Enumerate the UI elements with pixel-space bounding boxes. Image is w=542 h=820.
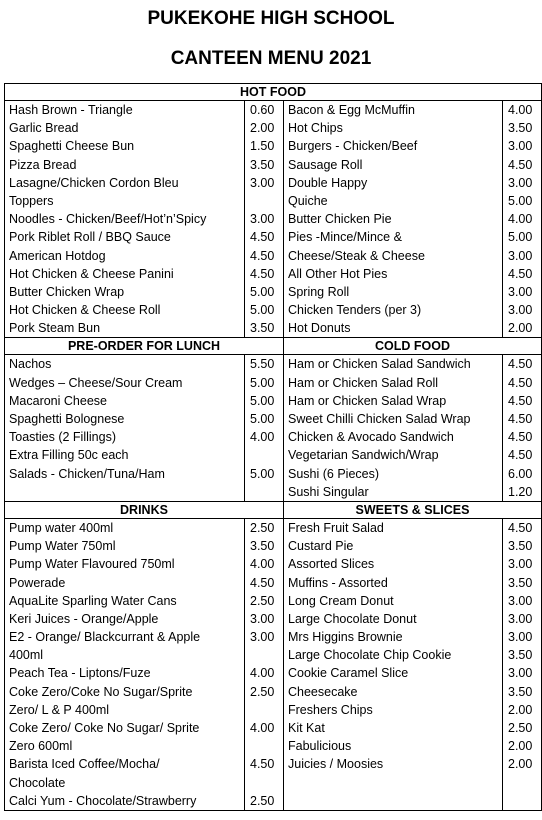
menu-item-row: [284, 283, 541, 301]
menu-item-name: Barista Iced Coffee/Mocha/: [9, 757, 160, 772]
menu-item-name: E2 - Orange/ Blackcurrant & Apple: [9, 630, 201, 645]
menu-item-price: 3.00: [502, 628, 541, 646]
menu-item-row: [5, 537, 283, 555]
menu-item-name: Ham or Chicken Salad Roll: [288, 375, 439, 390]
menu-item-row: [284, 101, 541, 119]
menu-item-row: [5, 592, 283, 610]
menu-item-row: [284, 319, 541, 337]
menu-item-name: Sushi Singular: [288, 484, 369, 499]
menu-item-price: 4.50: [502, 355, 541, 373]
menu-item-row: [5, 574, 283, 592]
menu-item-name: Spaghetti Bolognese: [9, 412, 125, 426]
menu-item-price: 3.00: [502, 610, 541, 628]
menu-item-row: [5, 719, 283, 737]
menu-item-row: [284, 610, 541, 628]
menu-item-row: [5, 428, 283, 446]
menu-item-name: Pork Steam Bun: [9, 321, 101, 336]
menu-item-price: 4.00: [244, 555, 283, 573]
menu-item-row: [5, 247, 283, 265]
menu-item-name: Noodles - Chicken/Beef/Hot’n’Spicy: [9, 212, 207, 227]
menu-item-price: 2.00: [502, 737, 541, 755]
menu-item-price: 5.00: [502, 228, 541, 246]
menu-item-name: Powerade: [9, 575, 66, 590]
menu-item-row: [284, 574, 541, 592]
menu-item-price: 3.50: [502, 537, 541, 555]
menu-item-row: [5, 683, 283, 701]
hot-food-left-list: [5, 101, 283, 337]
menu-item-row: [5, 483, 283, 501]
menu-item-price: 4.50: [502, 265, 541, 283]
menu-item-price: 3.00: [244, 210, 283, 228]
menu-item-row: [5, 410, 283, 428]
cold-food-list: [284, 355, 541, 501]
menu-item-name: Fresh Fruit Salad: [288, 520, 384, 535]
menu-item-price: 2.00: [244, 119, 283, 137]
menu-item-name: Zero 600ml: [9, 739, 73, 754]
menu-item-row: [284, 774, 541, 792]
menu-item-row: [5, 792, 283, 810]
menu-item-price: 4.50: [244, 265, 283, 283]
menu-item-name: Coke Zero/ Coke No Sugar/ Sprite: [9, 721, 200, 735]
menu-item-price: 5.00: [244, 410, 283, 428]
menu-item-name: Burgers - Chicken/Beef: [288, 139, 418, 154]
menu-item-price: 2.00: [502, 701, 541, 719]
menu-item-name: Custard Pie: [288, 539, 354, 554]
menu-item-name: Garlic Bread: [9, 121, 79, 136]
menu-item-name: Pump Water Flavoured 750ml: [9, 557, 175, 572]
menu-item-name: Vegetarian Sandwich/Wrap: [288, 448, 439, 463]
menu-item-name: Cheese/Steak & Cheese: [288, 248, 425, 263]
menu-item-row: [284, 192, 541, 210]
menu-item-name: Quiche: [288, 193, 328, 208]
menu-item-price: 4.00: [244, 719, 283, 737]
menu-item-row: [284, 592, 541, 610]
menu-item-name: Hash Brown - Triangle: [9, 103, 133, 117]
menu-item-name: [284, 792, 502, 810]
menu-item-name: Toppers: [9, 193, 54, 208]
menu-item-name: Pump Water 750ml: [9, 539, 116, 554]
menu-item-price: 5.00: [244, 392, 283, 410]
menu-item-price: [244, 774, 283, 792]
menu-item-row: [5, 137, 283, 155]
menu-item-price: 3.50: [244, 156, 283, 174]
menu-item-name: Calci Yum - Chocolate/Strawberry: [9, 793, 197, 808]
menu-item-price: 3.00: [502, 664, 541, 682]
menu-item-row: [5, 101, 283, 119]
menu-item-row: [5, 192, 283, 210]
menu-item-price: 5.00: [244, 465, 283, 483]
menu-table: [4, 83, 542, 811]
menu-item-row: [284, 119, 541, 137]
menu-item-price: 4.50: [244, 247, 283, 265]
menu-item-price: 3.50: [244, 537, 283, 555]
menu-item-price: 4.50: [502, 156, 541, 174]
menu-item-price: 2.00: [502, 755, 541, 773]
menu-item-row: [284, 137, 541, 155]
menu-item-row: [284, 374, 541, 392]
menu-item-price: 4.50: [244, 228, 283, 246]
menu-item-row: [5, 210, 283, 228]
pre-order-heading: PRE-ORDER FOR LUNCH: [5, 338, 284, 355]
pre-order-list: [5, 355, 283, 501]
menu-item-price: 3.00: [244, 174, 283, 192]
menu-item-name: Coke Zero/Coke No Sugar/Sprite: [9, 684, 193, 699]
menu-item-row: [284, 755, 541, 773]
menu-item-name: Bacon & Egg McMuffin: [288, 103, 415, 117]
menu-item-price: 4.00: [502, 101, 541, 119]
menu-item-name: Sweet Chilli Chicken Salad Wrap: [288, 412, 471, 426]
menu-item-name: Chocolate: [9, 775, 66, 790]
menu-item-name: Spring Roll: [288, 284, 350, 299]
menu-item-row: [284, 519, 541, 537]
menu-item-price: 5.00: [244, 374, 283, 392]
menu-item-price: [244, 483, 283, 501]
menu-item-price: 3.00: [502, 555, 541, 573]
menu-item-name: AquaLite Sparling Water Cans: [9, 593, 177, 608]
menu-item-price: 3.00: [244, 610, 283, 628]
menu-item-row: [284, 210, 541, 228]
menu-item-price: 3.00: [502, 174, 541, 192]
menu-item-name: Sushi (6 Pieces): [288, 466, 380, 481]
menu-item-row: [5, 555, 283, 573]
menu-item-price: [244, 446, 283, 464]
menu-item-price: [502, 792, 541, 810]
menu-item-price: 2.50: [244, 683, 283, 701]
menu-item-row: [284, 410, 541, 428]
menu-item-row: [5, 664, 283, 682]
menu-item-name: Hot Donuts: [288, 321, 351, 336]
menu-item-name: Toasties (2 Fillings): [9, 430, 116, 445]
menu-item-row: [5, 737, 283, 755]
menu-item-name: Extra Filling 50c each: [9, 448, 129, 463]
menu-item-row: [5, 628, 283, 646]
menu-item-name: Salads - Chicken/Tuna/Ham: [9, 466, 165, 481]
menu-item-row: [5, 174, 283, 192]
menu-item-price: [244, 737, 283, 755]
menu-item-row: [284, 228, 541, 246]
cold-food-heading: COLD FOOD: [284, 338, 542, 355]
menu-item-name: [284, 774, 502, 792]
menu-item-name: 400ml: [9, 648, 44, 663]
menu-item-name: Long Cream Donut: [288, 593, 394, 608]
menu-item-row: [284, 555, 541, 573]
menu-item-price: [244, 192, 283, 210]
menu-item-name: Hot Chicken & Cheese Roll: [9, 303, 161, 318]
menu-item-name: Fabulicious: [288, 739, 352, 754]
menu-item-price: 3.50: [502, 683, 541, 701]
menu-item-name: Double Happy: [288, 175, 368, 190]
menu-item-row: [284, 446, 541, 464]
menu-item-row: [284, 483, 541, 501]
menu-item-row: [5, 610, 283, 628]
menu-item-row: [284, 719, 541, 737]
menu-item-name: [5, 483, 244, 501]
menu-item-row: [5, 228, 283, 246]
menu-item-row: [284, 174, 541, 192]
menu-item-name: Large Chocolate Chip Cookie: [288, 648, 452, 663]
menu-item-price: 3.50: [502, 646, 541, 664]
menu-item-row: [5, 265, 283, 283]
menu-item-name: Hot Chips: [288, 121, 343, 136]
menu-item-row: [5, 119, 283, 137]
menu-item-row: [284, 301, 541, 319]
menu-item-name: Macaroni Cheese: [9, 393, 107, 408]
menu-item-row: [5, 392, 283, 410]
menu-item-row: [284, 355, 541, 373]
menu-item-row: [284, 392, 541, 410]
menu-item-row: [284, 265, 541, 283]
menu-item-row: [284, 701, 541, 719]
drinks-heading: DRINKS: [5, 501, 284, 518]
menu-item-row: [5, 319, 283, 337]
sweets-heading: SWEETS & SLICES: [284, 501, 542, 518]
menu-item-price: 1.20: [502, 483, 541, 501]
menu-item-row: [5, 755, 283, 773]
menu-item-row: [5, 446, 283, 464]
menu-item-name: Ham or Chicken Salad Wrap: [288, 393, 447, 408]
hot-food-heading: HOT FOOD: [5, 84, 542, 101]
menu-item-row: [284, 537, 541, 555]
menu-item-price: 3.00: [502, 137, 541, 155]
menu-item-price: 5.00: [244, 301, 283, 319]
menu-item-name: American Hotdog: [9, 248, 106, 263]
menu-item-name: Mrs Higgins Brownie: [288, 630, 403, 645]
menu-item-price: 4.50: [502, 519, 541, 537]
menu-item-price: 4.50: [502, 374, 541, 392]
menu-item-price: 2.50: [502, 719, 541, 737]
menu-item-price: 4.50: [502, 446, 541, 464]
menu-item-price: 5.00: [244, 283, 283, 301]
menu-item-price: [244, 646, 283, 664]
menu-item-row: [5, 774, 283, 792]
menu-item-price: 3.00: [502, 592, 541, 610]
menu-item-price: 3.50: [502, 119, 541, 137]
menu-item-name: Zero/ L & P 400ml: [9, 702, 110, 717]
menu-item-row: [284, 465, 541, 483]
menu-item-row: [5, 283, 283, 301]
menu-item-row: [5, 646, 283, 664]
menu-item-price: 4.50: [502, 428, 541, 446]
menu-item-price: 3.00: [502, 247, 541, 265]
menu-item-price: 4.00: [244, 664, 283, 682]
menu-item-price: 4.50: [244, 755, 283, 773]
menu-item-price: 4.00: [244, 428, 283, 446]
menu-item-price: 0.60: [244, 101, 283, 119]
menu-item-price: 5.50: [244, 355, 283, 373]
menu-item-name: Freshers Chips: [288, 702, 373, 717]
menu-item-price: 1.50: [244, 137, 283, 155]
school-name: PUKEKOHE HIGH SCHOOL: [147, 8, 395, 29]
menu-item-row: [284, 664, 541, 682]
menu-item-price: 4.50: [244, 574, 283, 592]
menu-item-row: [284, 792, 541, 810]
menu-item-name: Spaghetti Cheese Bun: [9, 139, 135, 154]
menu-item-price: 4.00: [502, 210, 541, 228]
menu-title: CANTEEN MENU 2021: [170, 48, 372, 69]
menu-item-name: Keri Juices - Orange/Apple: [9, 611, 159, 626]
menu-item-row: [284, 646, 541, 664]
menu-item-row: [5, 374, 283, 392]
menu-item-name: Peach Tea - Liptons/Fuze: [9, 666, 151, 681]
menu-item-name: Cheesecake: [288, 684, 358, 699]
menu-item-price: 4.50: [502, 410, 541, 428]
menu-item-name: Lasagne/Chicken Cordon Bleu: [9, 175, 179, 190]
menu-item-price: 4.50: [502, 392, 541, 410]
menu-item-price: 3.00: [244, 628, 283, 646]
menu-item-price: 6.00: [502, 465, 541, 483]
menu-item-name: Nachos: [9, 357, 52, 372]
menu-item-name: Pork Riblet Roll / BBQ Sauce: [9, 230, 171, 245]
menu-item-price: 2.50: [244, 592, 283, 610]
menu-item-row: [284, 737, 541, 755]
menu-item-name: Wedges – Cheese/Sour Cream: [9, 375, 183, 390]
menu-item-row: [284, 628, 541, 646]
menu-item-name: Cookie Caramel Slice: [288, 666, 409, 681]
menu-item-row: [5, 465, 283, 483]
menu-item-price: 2.50: [244, 792, 283, 810]
menu-item-name: Chicken & Avocado Sandwich: [288, 430, 454, 445]
menu-item-name: All Other Hot Pies: [288, 266, 388, 281]
menu-item-name: Chicken Tenders (per 3): [288, 303, 422, 318]
menu-item-price: 3.50: [502, 574, 541, 592]
menu-item-price: 3.00: [502, 283, 541, 301]
menu-item-row: [5, 701, 283, 719]
sweets-list: [284, 519, 541, 810]
drinks-list: [5, 519, 283, 810]
menu-item-name: Juicies / Moosies: [288, 757, 384, 772]
menu-item-name: Ham or Chicken Salad Sandwich: [288, 357, 471, 372]
menu-item-price: [502, 774, 541, 792]
menu-item-row: [284, 156, 541, 174]
menu-item-row: [284, 683, 541, 701]
menu-item-row: [284, 428, 541, 446]
menu-item-name: Pump water 400ml: [9, 520, 114, 535]
menu-item-row: [284, 247, 541, 265]
menu-item-name: Hot Chicken & Cheese Panini: [9, 266, 174, 281]
menu-item-row: [5, 355, 283, 373]
menu-item-name: Sausage Roll: [288, 157, 363, 172]
menu-item-name: Butter Chicken Wrap: [9, 284, 125, 299]
menu-item-row: [5, 301, 283, 319]
menu-item-price: 2.00: [502, 319, 541, 337]
menu-item-name: Pizza Bread: [9, 157, 77, 172]
menu-item-name: Large Chocolate Donut: [288, 611, 417, 626]
menu-item-name: Muffins - Assorted: [288, 575, 388, 590]
menu-item-price: 3.00: [502, 301, 541, 319]
menu-item-name: Pies -Mince/Mince &: [288, 230, 402, 245]
menu-item-price: 5.00: [502, 192, 541, 210]
menu-item-row: [5, 519, 283, 537]
menu-item-name: Assorted Slices: [288, 557, 375, 572]
menu-item-price: 2.50: [244, 519, 283, 537]
hot-food-right-list: [284, 101, 541, 337]
menu-item-price: 3.50: [244, 319, 283, 337]
menu-item-name: Kit Kat: [288, 721, 325, 735]
menu-item-row: [5, 156, 283, 174]
menu-item-name: Butter Chicken Pie: [288, 212, 392, 227]
menu-item-price: [244, 701, 283, 719]
